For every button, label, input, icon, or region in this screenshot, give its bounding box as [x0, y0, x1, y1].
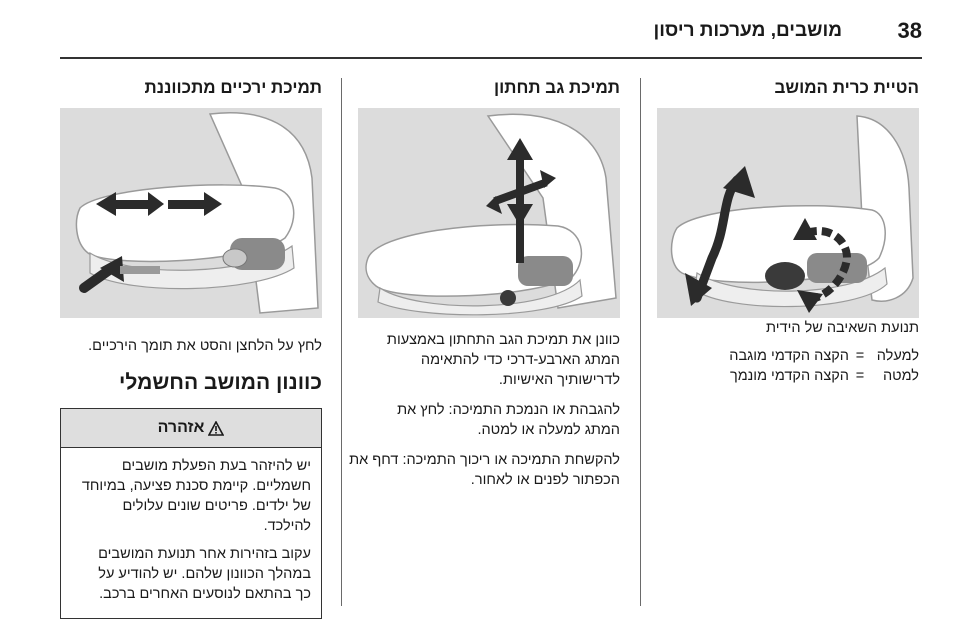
thigh-support-image: [60, 108, 322, 318]
legend-eq: =: [855, 368, 865, 384]
text-line: המתג למעלה או למטה.: [477, 422, 620, 438]
warning-paragraph-1: [71, 456, 311, 536]
lumbar-paragraph-2: [358, 400, 620, 440]
column-divider: [640, 78, 641, 606]
text-line: יש להיזהר בעת הפעלת מושבים: [121, 458, 311, 474]
cushion-tilt-intro: תנועת השאיבה של הידית: [766, 320, 919, 336]
column-divider: [341, 78, 342, 606]
text-line: כוונן את תמיכת הגב התחתון באמצעות: [386, 332, 620, 348]
warning-title: אזהרה: [157, 419, 205, 436]
text-line: המתג הארבע-דרכי כדי להתאימה: [420, 352, 620, 368]
column-cushion-tilt: [657, 78, 919, 608]
section-title-lumbar: תמיכת גב תחתון: [494, 78, 620, 97]
cushion-tilt-legend: [657, 346, 919, 386]
seat-tilt-illustration: [657, 108, 919, 318]
legend-value: הקצה הקדמי מוגבה: [729, 348, 849, 364]
lumbar-illustration: [358, 108, 620, 318]
lumbar-image: [358, 108, 620, 318]
legend-key: למטה: [882, 368, 919, 384]
column-lumbar: [349, 78, 620, 608]
section-title-cushion-tilt: הטיית כרית המושב: [774, 78, 919, 97]
warning-header: [61, 409, 321, 448]
lumbar-text: [349, 330, 620, 500]
warning-triangle-icon: [208, 421, 224, 436]
chapter-title: מושבים, מערכות ריסון: [653, 20, 842, 41]
warning-box: [60, 408, 322, 619]
legend-key: למעלה: [876, 348, 919, 364]
text-line: חשמליים. קיימת סכנת פציעה, במיוחד: [81, 478, 311, 494]
column-thigh-support: [60, 78, 322, 608]
text-line: להגבהת או הנמכת התמיכה: לחץ את: [397, 402, 620, 418]
warning-body: [61, 448, 321, 618]
text-line: במהלך הכוונון שלהם. יש להודיע על: [98, 566, 311, 582]
section-title-thigh-support: תמיכת ירכיים מתכווננת: [144, 78, 322, 97]
text-line: כך בהתאם לנוסעים האחרים ברכב.: [99, 586, 311, 602]
text-line: הכפתור לפנים או לאחור.: [470, 472, 620, 488]
lumbar-paragraph-3: [349, 450, 620, 490]
power-seat-heading: כוונון המושב החשמלי: [118, 371, 322, 394]
legend-row-up: [657, 346, 919, 366]
seat-tilt-image: [657, 108, 919, 318]
page-number: 38: [897, 18, 922, 43]
text-line: להקשחת התמיכה או ריכוך התמיכה: דחף את: [349, 452, 620, 468]
text-line: להילכד.: [263, 518, 311, 534]
text-line: עקוב בזהירות אחר תנועת המושבים: [98, 546, 311, 562]
legend-row-down: [657, 366, 919, 386]
text-line: של ילדים. פריטים שונים עלולים: [122, 498, 311, 514]
legend-eq: =: [855, 348, 865, 364]
thigh-support-text: לחץ על הלחצן והסט את תומך הירכיים.: [88, 338, 322, 354]
lumbar-paragraph-1: [358, 330, 620, 390]
page-header: [60, 14, 922, 48]
warning-paragraph-2: [71, 544, 311, 604]
text-line: לדרישותיך האישיות.: [498, 372, 620, 388]
legend-value: הקצה הקדמי מונמך: [729, 368, 849, 384]
header-rule: [60, 57, 922, 59]
thigh-support-illustration: [60, 108, 322, 318]
